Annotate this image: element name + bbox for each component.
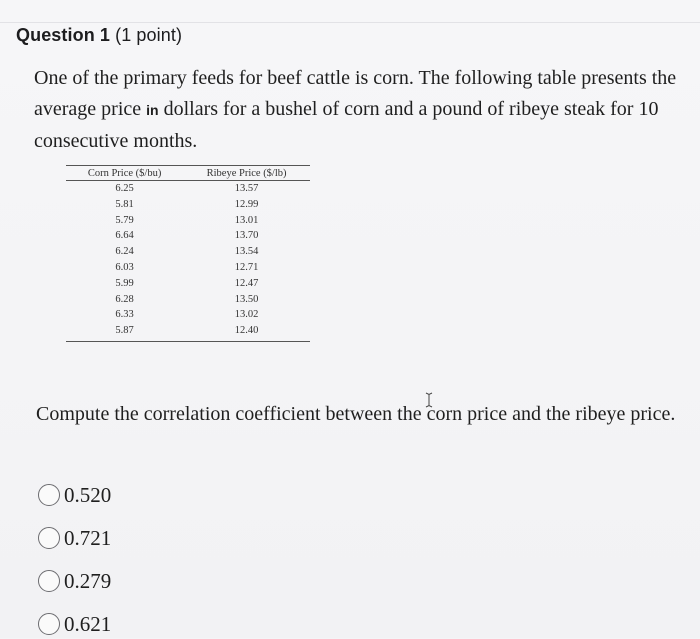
ribeye-price-cell: 13.57 [234, 183, 259, 194]
question-divider [0, 22, 700, 24]
table-row [66, 307, 310, 323]
ribeye-price-cell: 13.70 [234, 230, 259, 242]
prompt-text-2: dollars for a bushel of corn and a pound of ribeye steak for 10 consecutive months. [34, 98, 659, 152]
option-a[interactable] [38, 480, 111, 510]
option-c[interactable] [38, 566, 111, 596]
corn-price-cell: 6.64 [115, 230, 134, 242]
corn-price-cell: 5.81 [115, 198, 134, 210]
option-d[interactable] [38, 609, 111, 639]
table-row [66, 228, 310, 244]
table-row [66, 260, 310, 276]
price-table-container [66, 165, 310, 342]
table-row [66, 197, 310, 213]
question-heading [16, 25, 182, 46]
corn-price-cell: 5.87 [66, 323, 183, 341]
table-row [66, 292, 310, 308]
table-row [66, 323, 310, 341]
ribeye-price-cell: 12.40 [183, 323, 310, 341]
radio-unchecked-icon[interactable] [38, 613, 60, 635]
option-b[interactable] [38, 523, 111, 553]
corn-price-cell: 6.33 [115, 309, 134, 321]
text-cursor-icon [424, 392, 434, 408]
option-label: 0.721 [64, 525, 112, 550]
radio-unchecked-icon[interactable] [38, 484, 60, 506]
option-label: 0.279 [64, 568, 112, 593]
option-label: 0.621 [64, 611, 112, 636]
question-title: Question 1 [16, 25, 111, 45]
ribeye-price-cell: 12.47 [234, 277, 259, 289]
table-row [66, 181, 310, 197]
ribeye-price-cell: 13.50 [234, 293, 259, 305]
corn-price-cell: 5.99 [115, 277, 134, 289]
prompt-text-1: One of the primary feeds for beef cattle is corn. The following table presents the average price [34, 67, 677, 120]
prompt-small-word: in [146, 102, 159, 118]
ribeye-price-cell: 12.71 [234, 261, 259, 273]
ribeye-price-cell: 12.99 [234, 198, 259, 210]
ribeye-price-cell: 13.01 [234, 214, 259, 226]
table-row [66, 244, 310, 260]
ribeye-price-header: Ribeye Price ($/lb) [183, 166, 310, 181]
corn-price-cell: 6.24 [115, 246, 134, 258]
table-header-row [66, 166, 310, 181]
corn-price-cell: 6.25 [115, 183, 134, 194]
corn-price-cell: 6.28 [115, 293, 134, 305]
ribeye-price-cell: 13.02 [234, 309, 259, 321]
corn-price-cell: 5.79 [115, 214, 134, 226]
corn-price-header: Corn Price ($/bu) [66, 166, 183, 181]
radio-unchecked-icon[interactable] [38, 527, 60, 549]
ribeye-price-cell: 13.54 [234, 246, 259, 258]
compute-instruction: Compute the correlation coefficient between the corn price and the ribeye price. [36, 403, 676, 425]
radio-unchecked-icon[interactable] [38, 570, 60, 592]
question-points: (1 point) [115, 25, 183, 45]
corn-price-cell: 6.03 [115, 261, 134, 273]
table-row [66, 213, 310, 229]
question-prompt [34, 63, 698, 157]
option-label: 0.520 [64, 482, 112, 507]
price-table [66, 165, 310, 342]
table-row [66, 276, 310, 292]
